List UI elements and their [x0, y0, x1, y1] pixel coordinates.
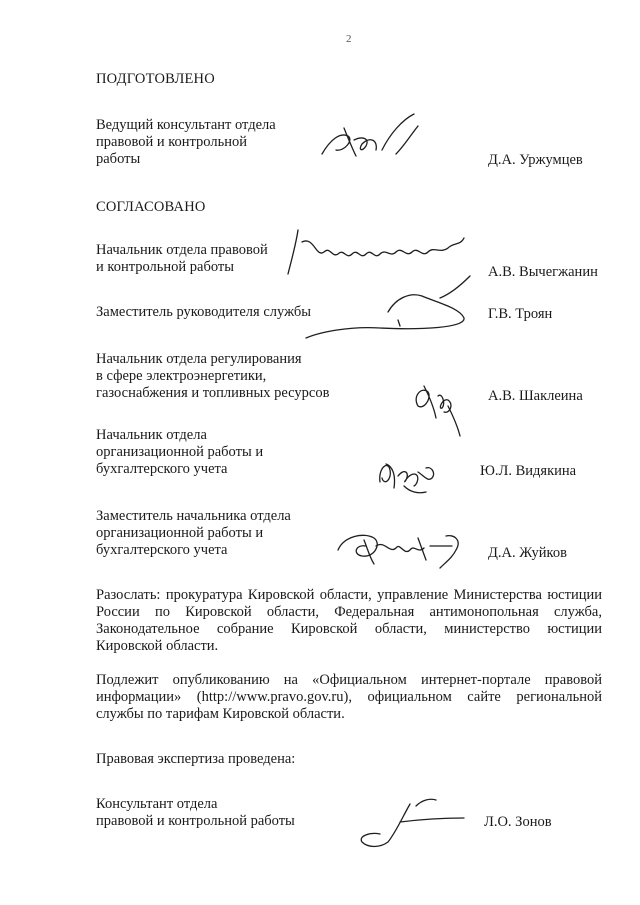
legal-review-name: Л.О. Зонов: [484, 814, 552, 830]
signature-zhuykov: [334, 524, 466, 570]
signatory-5-position-line-3: бухгалтерского учета: [96, 542, 228, 558]
signature-urzhumtsev: [318, 110, 428, 170]
signatory-1-name: А.В. Вычегжанин: [488, 264, 598, 280]
signatory-4-position-line-3: бухгалтерского учета: [96, 461, 228, 477]
signature-troyan: [300, 272, 480, 342]
signatory-3-position-line-2: в сфере электроэнергетики,: [96, 368, 267, 384]
legal-review-statement: Правовая экспертиза проведена:: [96, 751, 296, 767]
agreed-heading: СОГЛАСОВАНО: [96, 199, 206, 215]
signatory-1-position-line-2: и контрольной работы: [96, 259, 234, 275]
page-number: 2: [346, 33, 352, 45]
signatory-5-name: Д.А. Жуйков: [488, 545, 567, 561]
legal-review-position-line-2: правовой и контрольной работы: [96, 813, 295, 829]
signature-zonov: [350, 792, 468, 852]
prepared-position-line-2: правовой и контрольной: [96, 134, 247, 150]
signatory-2-name: Г.В. Троян: [488, 306, 553, 322]
publication-paragraph: Подлежит опубликованию на «Официальном интернет-портале правовой информации» (http://www.pravo.gov.ru), официальном сайте региональной службы по тарифам Кировской области.: [96, 672, 602, 722]
signatory-3-position-line-1: Начальник отдела регулирования: [96, 351, 302, 367]
signatory-5-position-line-2: организационной работы и: [96, 525, 264, 541]
signature-vidyakina: [374, 446, 440, 498]
legal-review-position-line-1: Консультант отдела: [96, 796, 218, 812]
signatory-4-position-line-2: организационной работы и: [96, 444, 264, 460]
signatory-1-position-line-1: Начальник отдела правовой: [96, 242, 268, 258]
prepared-name: Д.А. Уржумцев: [488, 152, 583, 168]
signatory-5-position-line-1: Заместитель начальника отдела: [96, 508, 291, 524]
distribution-paragraph: Разослать: прокуратура Кировской области, управление Министерства юстиции России по Кировской области, Федеральная антимонопольная служба, Законодательное собрание Кировской области, министерство юстиции Кировской области.: [96, 587, 602, 654]
prepared-position-line-1: Ведущий консультант отдела: [96, 117, 276, 133]
signatory-3-name: А.В. Шаклеина: [488, 388, 583, 404]
signatory-4-name: Ю.Л. Видякина: [480, 463, 577, 479]
signatory-2-position-line-1: Заместитель руководителя службы: [96, 304, 312, 320]
prepared-heading: ПОДГОТОВЛЕНО: [96, 71, 215, 87]
signature-shakleina: [408, 374, 468, 440]
signatory-3-position-line-3: газоснабжения и топливных ресурсов: [96, 385, 330, 401]
signatory-4-position-line-1: Начальник отдела: [96, 427, 207, 443]
prepared-position-line-3: работы: [96, 151, 141, 167]
